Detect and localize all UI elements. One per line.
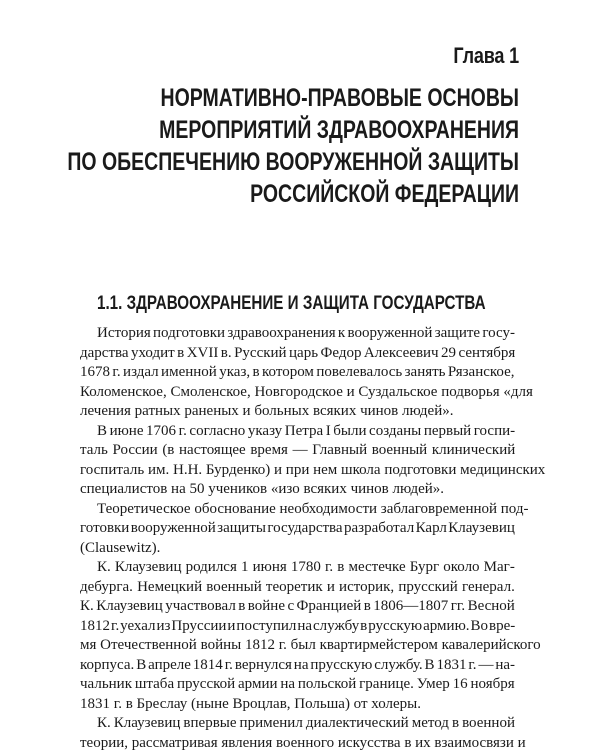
- text-line: теории, рассматривая явления военного искусства в их взаимосвязи и: [80, 734, 515, 753]
- text-line: готовки вооруженной защиты государства разработал Карл Клаузевиц: [80, 519, 515, 539]
- text-line: Коломенское, Смоленское, Новгородское и Суздальское подворья «для: [80, 383, 515, 403]
- chapter-title: [0, 82, 519, 210]
- text-line: чальник штаба прусской армии на польской границе. Умер 16 ноября: [80, 675, 515, 695]
- text-line: дарства уходит в XVII в. Русский царь Федор Алексеевич 29 сентября: [80, 344, 515, 364]
- chapter-title-line: МЕРОПРИЯТИЙ ЗДРАВООХРАНЕНИЯ: [67, 114, 519, 146]
- text-line: 1812 г. уехал из Пруссии и поступил на службу в русскую армию. Во вре-: [80, 617, 515, 637]
- text-line: 1678 г. издал именной указ, в котором повелевалось занять Рязанское,: [80, 363, 515, 383]
- text-line: Теоретическое обоснование необходимости заблаговременной под-: [80, 500, 515, 520]
- text-line: госпиталь им. Н.Н. Бурденко) и при нем школа подготовки медицинских: [80, 461, 515, 481]
- text-line: дебурга. Немецкий военный теоретик и историк, прусский генерал.: [80, 578, 515, 598]
- text-line: мя Отечественной войны 1812 г. был квартирмейстером кавалерийского: [80, 636, 515, 656]
- section-title: 1.1. ЗДРАВООХРАНЕНИЕ И ЗАЩИТА ГОСУДАРСТВА: [97, 291, 486, 317]
- text-line: лечения ратных раненых и больных всяких чинов людей».: [80, 402, 515, 422]
- text-line: (Clausewitz).: [80, 539, 515, 559]
- text-line: В июне 1706 г. согласно указу Петра I были созданы первый госпи-: [80, 422, 515, 442]
- body-text: [80, 324, 515, 753]
- text-line: корпуса. В апреле 1814 г. вернулся на прусскую службу. В 1831 г. — на-: [80, 656, 515, 676]
- chapter-label: Глава 1: [453, 41, 519, 71]
- text-line: таль России (в настоящее время — Главный военный клинический: [80, 441, 515, 461]
- text-line: История подготовки здравоохранения к вооруженной защите госу-: [80, 324, 515, 344]
- text-line: К. Клаузевиц родился 1 июня 1780 г. в местечке Бург около Маг-: [80, 558, 515, 578]
- text-line: специалистов на 50 учеников «изо всяких чинов людей».: [80, 480, 515, 500]
- chapter-title-line: ПО ОБЕСПЕЧЕНИЮ ВООРУЖЕННОЙ ЗАЩИТЫ: [67, 146, 519, 178]
- chapter-title-line: РОССИЙСКОЙ ФЕДЕРАЦИИ: [67, 178, 519, 210]
- text-line: К. Клаузевиц участвовал в войне с Францией в 1806—1807 гг. Весной: [80, 597, 515, 617]
- text-line: К. Клаузевиц впервые применил диалектический метод в военной: [80, 714, 515, 734]
- text-line: 1831 г. в Бреслау (ныне Вроцлав, Польша) от холеры.: [80, 695, 515, 715]
- chapter-title-line: НОРМАТИВНО-ПРАВОВЫЕ ОСНОВЫ: [67, 82, 519, 114]
